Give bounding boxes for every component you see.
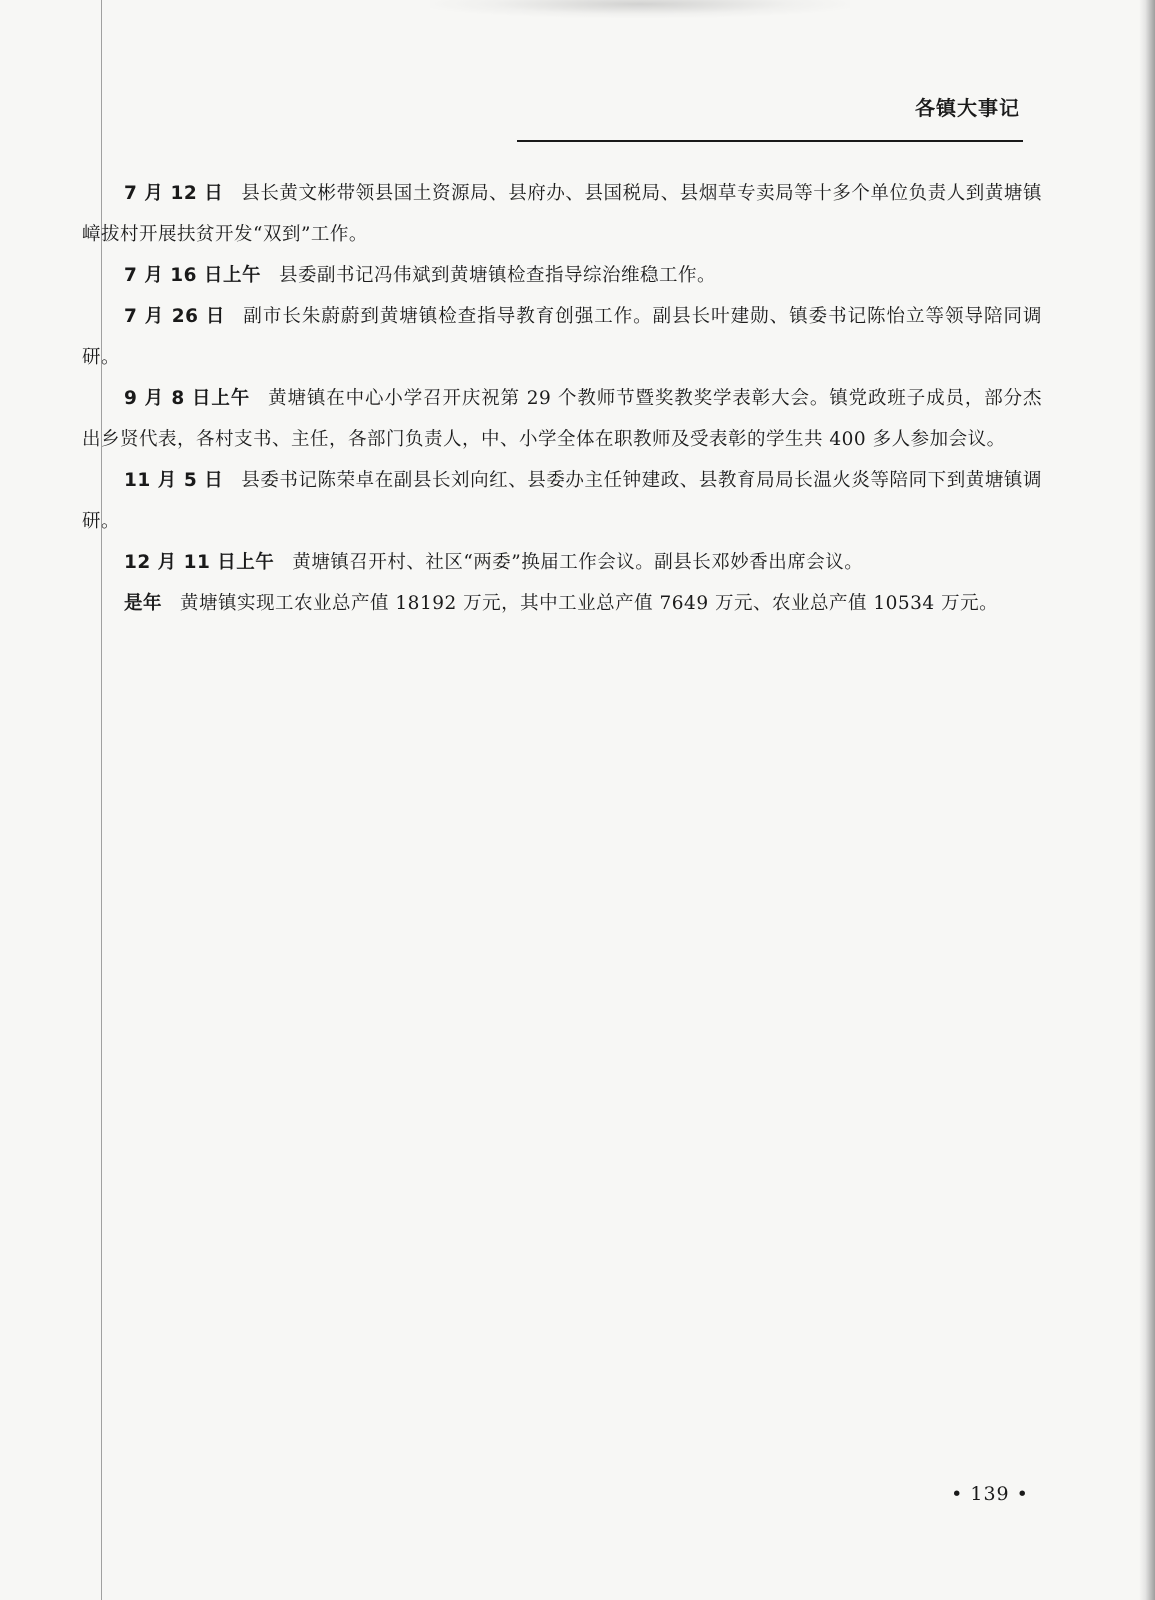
chronicle-entry	[82, 460, 1042, 542]
entry-text: 黄塘镇召开村、社区“两委”换届工作会议。副县长邓妙香出席会议。	[292, 552, 864, 573]
entry-date: 7 月 12 日	[124, 183, 224, 204]
entry-text: 县委书记陈荣卓在副县长刘向红、县委办主任钟建政、县教育局局长温火炎等陪同下到黄塘镇调研。	[82, 470, 1042, 532]
running-header-title: 各镇大事记	[915, 96, 1020, 120]
entry-date: 7 月 26 日	[124, 306, 226, 327]
chronicle-entry	[82, 296, 1042, 378]
entry-text: 黄塘镇实现工农业总产值 18192 万元，其中工业总产值 7649 万元、农业总产值 10534 万元。	[180, 593, 999, 614]
entry-text: 县长黄文彬带领县国土资源局、县府办、县国税局、县烟草专卖局等十多个单位负责人到黄塘镇嶂拔村开展扶贫开发“双到”工作。	[82, 183, 1042, 245]
entry-text: 副市长朱蔚蔚到黄塘镇检查指导教育创强工作。副县长叶建勋、镇委书记陈怡立等领导陪同调研。	[82, 306, 1042, 368]
chronicle-entry	[82, 542, 1042, 583]
page-number: • 139 •	[951, 1483, 1029, 1505]
header-rule	[517, 140, 1023, 142]
entry-date: 7 月 16 日上午	[124, 265, 261, 286]
entry-text: 黄塘镇在中心小学召开庆祝第 29 个教师节暨奖教奖学表彰大会。镇党政班子成员，部分杰出乡贤代表，各村支书、主任，各部门负责人，中、小学全体在职教师及受表彰的学生共 400 多人参加会议。	[82, 388, 1042, 450]
scan-smudge	[430, 0, 850, 18]
entry-date: 是年	[124, 593, 163, 614]
entry-text: 县委副书记冯伟斌到黄塘镇检查指导综治维稳工作。	[278, 265, 716, 286]
entry-date: 12 月 11 日上午	[124, 552, 275, 573]
chronicle-entry	[82, 583, 1042, 624]
entry-date: 9 月 8 日上午	[124, 388, 251, 409]
chronicle-entry	[82, 255, 1042, 296]
chronicle-entry	[82, 378, 1042, 460]
chronicle-entry	[82, 173, 1042, 255]
entry-date: 11 月 5 日	[124, 470, 224, 491]
chronicle-entries	[82, 173, 1042, 624]
scan-edge-shadow	[1139, 0, 1155, 1600]
